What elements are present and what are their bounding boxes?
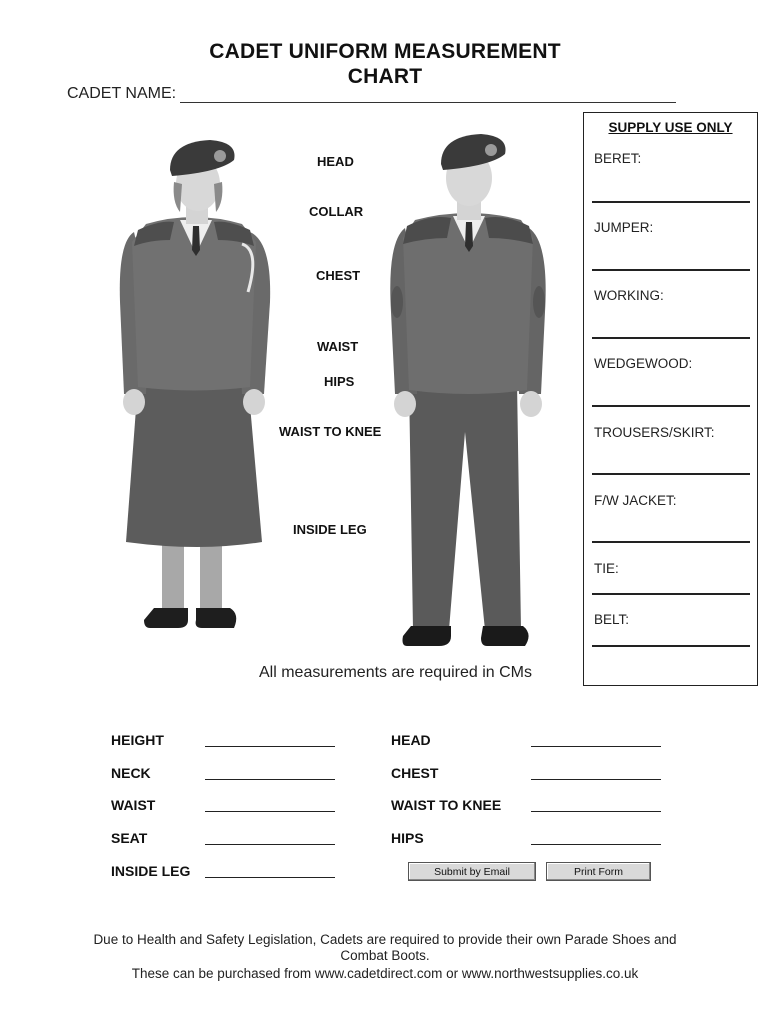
label-hips: HIPS xyxy=(324,374,355,389)
print-form-button[interactable]: Print Form xyxy=(546,862,651,881)
supply-field-trousers-skirt[interactable] xyxy=(592,473,750,475)
male-cadet-image xyxy=(385,132,565,657)
supply-field-belt[interactable] xyxy=(592,645,750,647)
cadet-name-field[interactable] xyxy=(180,86,676,103)
supply-use-only-box xyxy=(583,112,758,686)
label-inside-leg: INSIDE LEG xyxy=(293,522,367,537)
supply-field-tie[interactable] xyxy=(592,593,750,595)
form-label-hips: HIPS xyxy=(391,830,424,846)
label-waist: WAIST xyxy=(317,339,359,354)
supply-title: SUPPLY USE ONLY xyxy=(608,120,733,135)
label-waist-to-knee: WAIST TO KNEE xyxy=(279,424,382,439)
form-label-head: HEAD xyxy=(391,732,431,748)
supply-label-jumper: JUMPER: xyxy=(594,220,654,235)
supply-label-working: WORKING: xyxy=(594,288,664,303)
supply-label-trousers-skirt: TROUSERS/SKIRT: xyxy=(594,425,715,440)
supply-field-working[interactable] xyxy=(592,337,750,339)
cadet-name-label: CADET NAME: xyxy=(67,85,177,102)
form-field-neck[interactable] xyxy=(205,779,335,780)
form-label-waist-to-knee: WAIST TO KNEE xyxy=(391,797,502,813)
form-label-height: HEIGHT xyxy=(111,732,164,748)
form-field-head[interactable] xyxy=(531,746,661,747)
footer-line-3: These can be purchased from www.cadetdirect.com or www.northwestsupplies.co.uk xyxy=(131,966,639,981)
form-field-height[interactable] xyxy=(205,746,335,747)
label-collar: COLLAR xyxy=(309,204,364,219)
form-field-waist[interactable] xyxy=(205,811,335,812)
form-field-hips[interactable] xyxy=(531,844,661,845)
supply-label-wedgewood: WEDGEWOOD: xyxy=(594,356,693,371)
submit-by-email-button[interactable]: Submit by Email xyxy=(408,862,536,881)
form-field-seat[interactable] xyxy=(205,844,335,845)
page-title-line-2: CHART xyxy=(347,65,423,88)
footer-line-2: Combat Boots. xyxy=(340,948,430,963)
label-chest: CHEST xyxy=(316,268,361,283)
form-field-waist-to-knee[interactable] xyxy=(531,811,661,812)
footer-line-1: Due to Health and Safety Legislation, Cadets are required to provide their own Parade Shoes and xyxy=(93,932,677,947)
cadet-name-row xyxy=(67,85,676,103)
supply-field-wedgewood[interactable] xyxy=(592,405,750,407)
supply-field-fw-jacket[interactable] xyxy=(592,541,750,543)
supply-label-fw-jacket: F/W JACKET: xyxy=(594,493,677,508)
form-label-neck: NECK xyxy=(111,765,151,781)
form-label-waist: WAIST xyxy=(111,797,156,813)
form-label-seat: SEAT xyxy=(111,830,148,846)
form-field-chest[interactable] xyxy=(531,779,661,780)
page-title: CADET UNIFORM MEASUREMENT xyxy=(209,40,561,63)
form-field-inside-leg[interactable] xyxy=(205,877,335,878)
form-label-chest: CHEST xyxy=(391,765,439,781)
supply-label-tie: TIE: xyxy=(594,561,619,576)
measurement-note: All measurements are required in CMs xyxy=(259,664,532,681)
form-label-inside-leg: INSIDE LEG xyxy=(111,863,191,879)
female-cadet-image xyxy=(110,132,290,652)
supply-label-belt: BELT: xyxy=(594,612,630,627)
supply-field-beret[interactable] xyxy=(592,201,750,203)
supply-label-beret: BERET: xyxy=(594,151,642,166)
supply-field-jumper[interactable] xyxy=(592,269,750,271)
label-head: HEAD xyxy=(317,154,354,169)
